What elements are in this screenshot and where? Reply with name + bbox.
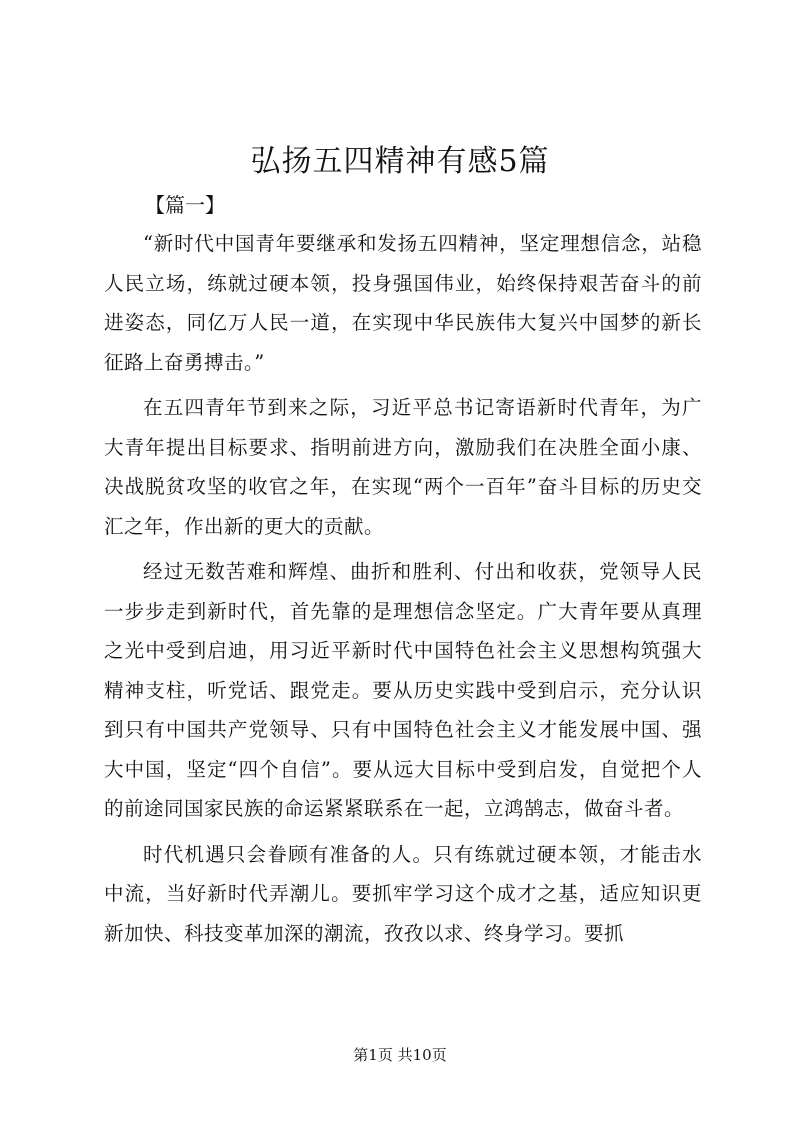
paragraph: 在五四青年节到来之际，习近平总书记寄语新时代青年，为广大青年提出目标要求、指明前进方向，激励我们在决胜全面小康、决战脱贫攻坚的收官之年，在实现“两个一百年”奋斗目标的历史交汇之年，作出新的更大的贡献。 [104, 396, 702, 538]
paragraph: “新时代中国青年要继承和发扬五四精神，坚定理想信念，站稳人民立场，练就过硬本领，投身强国伟业，始终保持艰苦奋斗的前进姿态，同亿万人民一道，在实现中华民族伟大复兴中国梦的新长征路上奋勇搏击。” [104, 232, 702, 374]
paragraph: 时代机遇只会眷顾有准备的人。只有练就过硬本领，才能击水中流，当好新时代弄潮儿。要抓牢学习这个成才之基，适应知识更新加快、科技变革加深的潮流，孜孜以求、终身学习。要抓 [104, 842, 702, 945]
document-title: 弘扬五四精神有感5篇 [250, 144, 550, 179]
paragraph: 经过无数苦难和辉煌、曲折和胜利、付出和收获，党领导人民一步步走到新时代，首先靠的是理想信念坚定。广大青年要从真理之光中受到启迪，用习近平新时代中国特色社会主义思想构筑强大精神支柱，听党话、跟党走。要从历史实践中受到启示，充分认识到只有中国共产党领导、只有中国特色社会主义才能发展中国、强大中国，坚定“四个自信”。要从远大目标中受到启发，自觉把个人的前途同国家民族的命运紧紧联系在一起，立鸿鹄志，做奋斗者。 [104, 560, 702, 820]
document-body [104, 224, 702, 959]
section-label: 【篇一】 [145, 193, 225, 217]
page-footer: 第1页 共10页 [353, 1046, 447, 1064]
